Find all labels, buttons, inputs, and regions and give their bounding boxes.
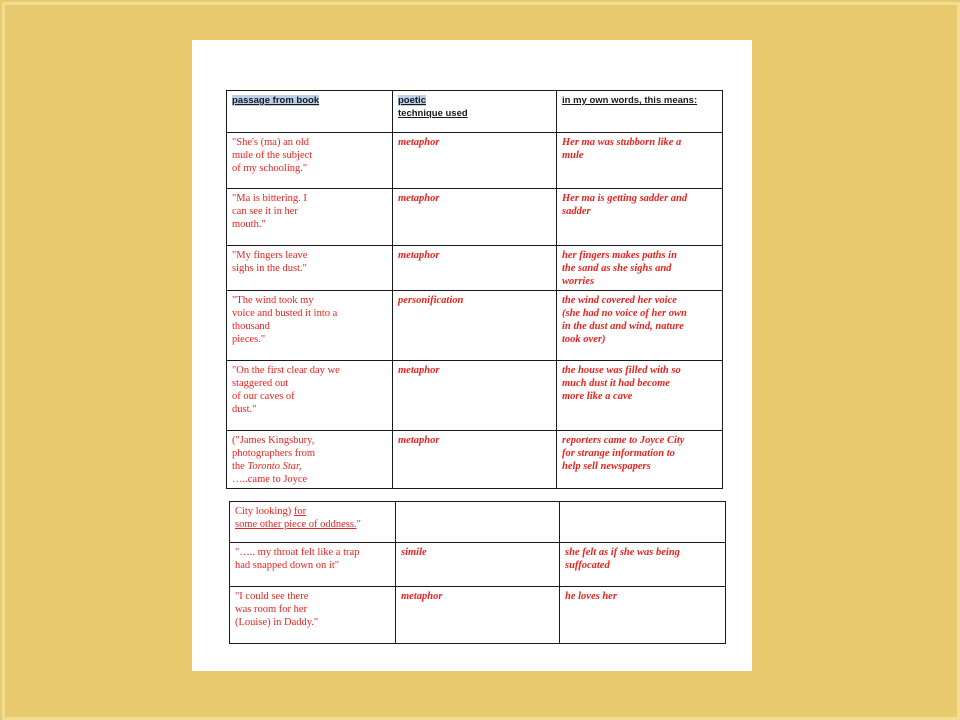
technique-cell: metaphor [393, 133, 557, 189]
table-row [230, 587, 726, 644]
meaning-cell: Her ma is getting sadder and sadder [557, 189, 723, 246]
passage-part: City looking) [235, 506, 294, 517]
table-row [227, 246, 723, 291]
technique-cell: metaphor [393, 431, 557, 489]
technique-cell: metaphor [393, 361, 557, 431]
newspaper-title: Toronto Star, [247, 461, 302, 472]
passage-cell: "My fingers leave sighs in the dust." [227, 246, 393, 291]
header-technique-line1: poetic [398, 95, 426, 106]
meaning-cell: the house was filled with so much dust it had become more like a cave [557, 361, 723, 431]
meaning-cell [560, 502, 726, 543]
technique-cell: personification [393, 291, 557, 361]
header-cell [393, 91, 557, 133]
passage-part: " [356, 519, 361, 530]
passage-part: …..came to Joyce [232, 474, 308, 485]
table-row [227, 291, 723, 361]
technique-cell: simile [396, 543, 560, 587]
header-cell [557, 91, 723, 133]
header-passage: passage from book [232, 95, 320, 106]
passage-cell: "She's (ma) an old mule of the subject of my schooling." [227, 133, 393, 189]
passage-cell: "….. my throat felt like a trap had snapped down on it" [230, 543, 396, 587]
poetic-techniques-table-continued [229, 501, 726, 644]
technique-cell: metaphor [393, 246, 557, 291]
document-page [192, 40, 752, 671]
header-technique-line2: technique used [398, 108, 468, 119]
passage-cell: "Ma is bittering. I can see it in her mouth." [227, 189, 393, 246]
table-row [227, 133, 723, 189]
passage-cell: "The wind took my voice and busted it into a thousand pieces." [227, 291, 393, 361]
technique-cell: metaphor [396, 587, 560, 644]
passage-cell [230, 502, 396, 543]
table-header-row [227, 91, 723, 133]
passage-part: ("James Kingsbury, photographers from the [232, 435, 316, 472]
passage-cell: "I could see there was room for her (Louise) in Daddy." [230, 587, 396, 644]
technique-cell [396, 502, 560, 543]
table-row [230, 543, 726, 587]
meaning-cell: the wind covered her voice (she had no voice of her own in the dust and wind, nature took over) [557, 291, 723, 361]
passage-underlined: for [293, 506, 307, 517]
meaning-cell: her fingers makes paths in the sand as she sighs and worries [557, 246, 723, 291]
meaning-cell: Her ma was stubborn like a mule [557, 133, 723, 189]
table-row [230, 502, 726, 543]
meaning-cell: reporters came to Joyce City for strange information to help sell newspapers [557, 431, 723, 489]
table-row [227, 361, 723, 431]
poetic-techniques-table [226, 90, 723, 489]
header-meaning: in my own words, this means: [562, 95, 698, 106]
table-row [227, 189, 723, 246]
passage-underlined: some other piece of oddness. [235, 519, 357, 530]
passage-cell [227, 431, 393, 489]
passage-cell: "On the first clear day we staggered out of our caves of dust." [227, 361, 393, 431]
table-row [227, 431, 723, 489]
meaning-cell: he loves her [560, 587, 726, 644]
meaning-cell: she felt as if she was being suffocated [560, 543, 726, 587]
technique-cell: metaphor [393, 189, 557, 246]
header-cell [227, 91, 393, 133]
